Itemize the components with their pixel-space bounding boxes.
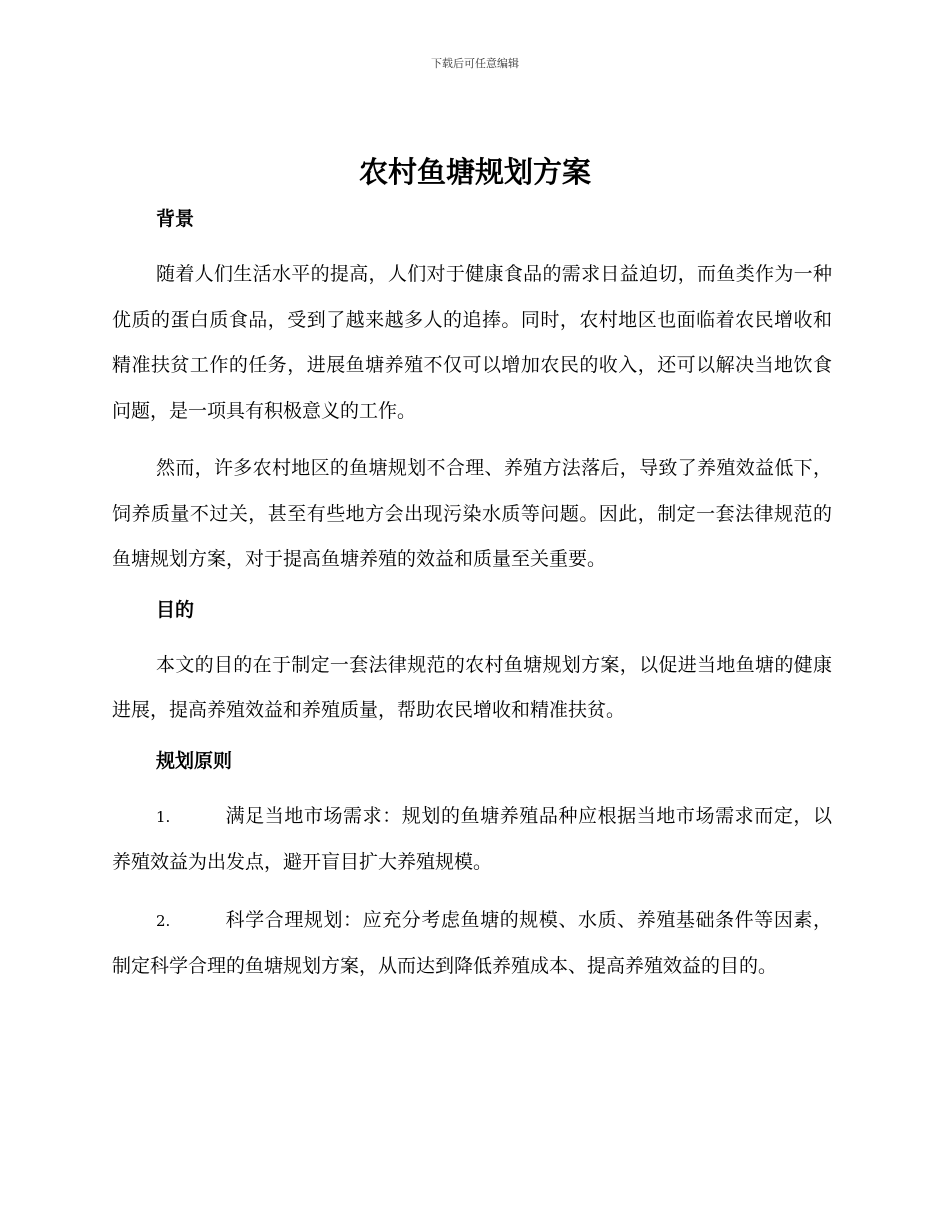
section-heading-purpose: 目的	[156, 598, 195, 621]
section-heading-background: 背景	[156, 208, 195, 230]
paragraph: 本文的目的在于制定一套法律规范的农村鱼塘规划方案，以促进当地鱼塘的健康进展，提高养殖效益和养殖质量，帮助农民增收和精准扶贫。	[112, 653, 832, 721]
page-header-note: 下载后可任意编辑	[431, 57, 519, 70]
list-item-text: 科学合理规划：应充分考虑鱼塘的规模、水质、养殖基础条件等因素，制定科学合理的鱼塘规划方案，从而达到降低养殖成本、提高养殖效益的目的。	[112, 908, 832, 977]
list-item-number: 1.	[156, 807, 171, 826]
paragraph: 随着人们生活水平的提高，人们对于健康食品的需求日益迫切，而鱼类作为一种优质的蛋白质食品，受到了越来越多人的追捧。同时，农村地区也面临着农民增收和精准扶贫工作的任务，进展鱼塘养殖不仅可以增加农民的收入，还可以解决当地饮食问题，是一项具有积极意义的工作。	[112, 263, 832, 422]
list-item	[112, 794, 832, 886]
document-title: 农村鱼塘规划方案	[358, 155, 591, 189]
paragraph: 然而，许多农村地区的鱼塘规划不合理、养殖方法落后，导致了养殖效益低下，饲养质量不过关，甚至有些地方会出现污染水质等问题。因此，制定一套法律规范的鱼塘规划方案，对于提高鱼塘养殖的效益和质量至关重要。	[112, 457, 832, 570]
list-item	[112, 898, 832, 990]
list-item-number: 2.	[156, 911, 171, 930]
document-body	[112, 200, 832, 1002]
section-heading-principles: 规划原则	[156, 749, 233, 772]
list-item-text: 满足当地市场需求：规划的鱼塘养殖品种应根据当地市场需求而定，以养殖效益为出发点，避开盲目扩大养殖规模。	[112, 804, 832, 873]
